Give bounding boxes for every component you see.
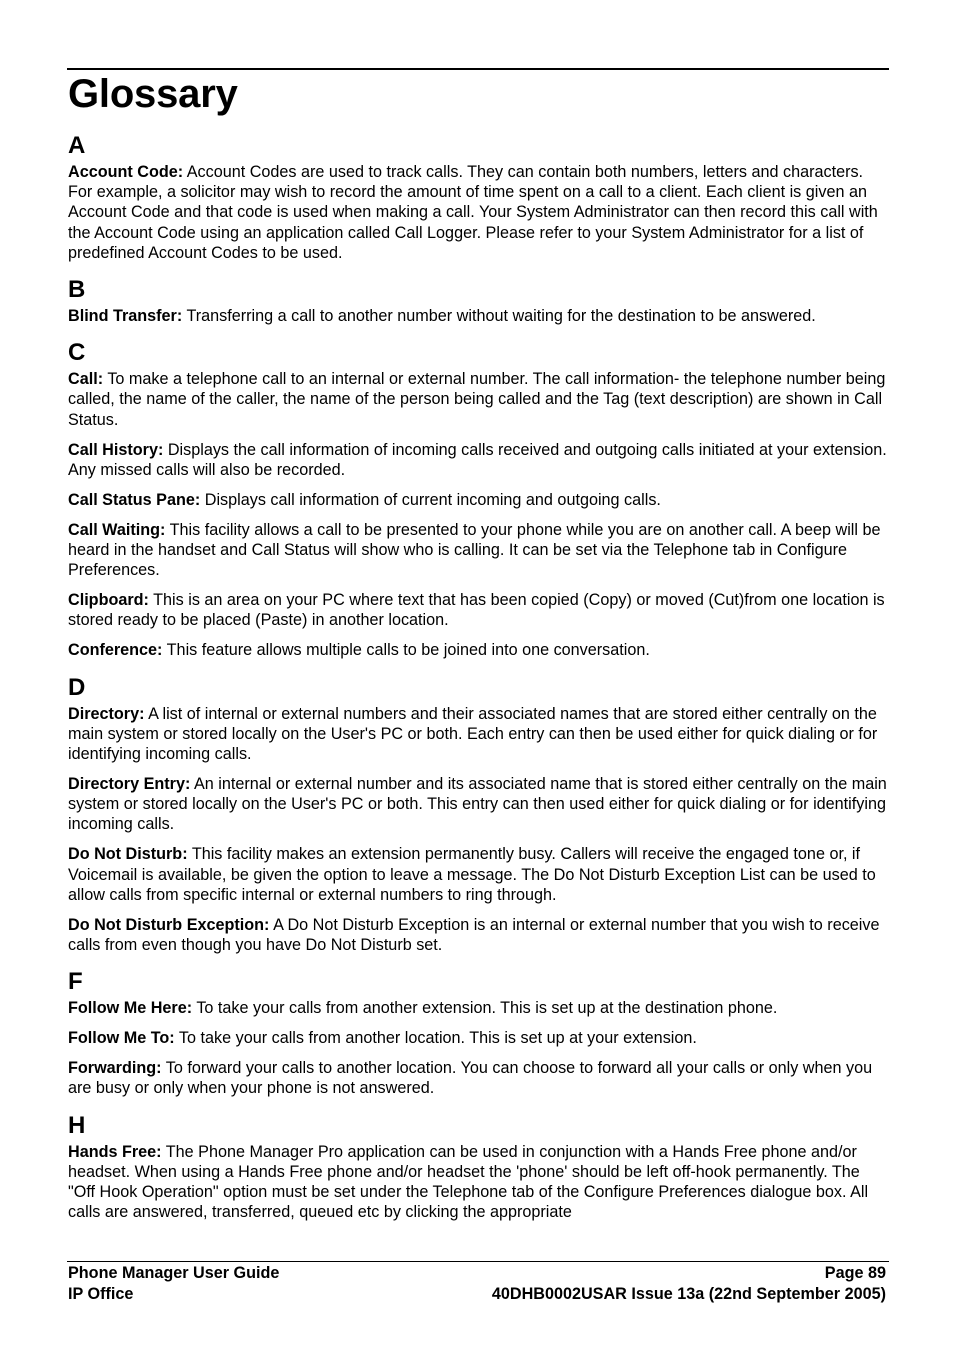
glossary-definition: Transferring a call to another number without waiting for the destination to be answered. bbox=[186, 307, 816, 326]
glossary-definition: This feature allows multiple calls to be joined into one conversation. bbox=[166, 641, 650, 660]
glossary-entry bbox=[68, 520, 888, 581]
glossary-entry bbox=[68, 998, 888, 1018]
glossary-term: Directory Entry: bbox=[68, 775, 191, 794]
glossary-term: Blind Transfer: bbox=[68, 307, 183, 326]
glossary-definition: This facility allows a call to be presented to your phone while you are on another call. A beep will be heard in the handset and Call Status will show who is calling. It can be set via the Telephone tab in Configure Preferences. bbox=[68, 520, 881, 580]
glossary-entry bbox=[68, 440, 888, 480]
section-letter: F bbox=[68, 968, 83, 996]
page-title: Glossary bbox=[68, 72, 238, 116]
section-letter: A bbox=[68, 132, 86, 159]
glossary-section bbox=[68, 274, 888, 326]
glossary-term: Do Not Disturb Exception: bbox=[68, 915, 270, 934]
glossary-entry bbox=[68, 369, 888, 430]
footer-issue: 40DHB0002USAR Issue 13a (22nd September 2005) bbox=[491, 1285, 886, 1303]
glossary-definition: The Phone Manager Pro application can be used in conjunction with a Hands Free phone and/or headset. When using a Hands Free phone and/or headset the 'phone' should be left off-hook permanently. The "Off Hook Operation" option must be set under the Telephone tab of the Configure Preferences dialogue box. All calls are answered, transferred, queued etc by clicking the appropriate bbox=[68, 1142, 869, 1222]
glossary-term: Follow Me To: bbox=[68, 1029, 175, 1048]
glossary-entry bbox=[68, 590, 888, 630]
glossary-term: Conference: bbox=[68, 641, 163, 660]
glossary-term: Call Waiting: bbox=[68, 520, 166, 539]
footer-page-number: Page 89 bbox=[824, 1264, 886, 1282]
glossary-term: Call: bbox=[68, 370, 104, 389]
glossary-definition: An internal or external number and its associated name that is stored either centrally on the main system or stored locally on the User's PC or both. This entry can then used either for quick dialing or for identifying incoming calls. bbox=[68, 775, 887, 834]
glossary-entry bbox=[68, 1058, 888, 1098]
glossary-content bbox=[68, 130, 888, 1256]
glossary-section bbox=[68, 672, 888, 956]
glossary-definition: To take your calls from another location. This is set up at your extension. bbox=[178, 1029, 697, 1048]
glossary-definition: Displays call information of current incoming and outgoing calls. bbox=[204, 490, 661, 509]
footer-row-top bbox=[68, 1263, 886, 1284]
footer-rule bbox=[67, 1261, 889, 1262]
glossary-entry bbox=[68, 490, 888, 510]
section-letter: D bbox=[68, 673, 86, 701]
glossary-entry bbox=[68, 1028, 888, 1048]
footer-product: IP Office bbox=[68, 1285, 134, 1303]
section-letter: B bbox=[68, 276, 86, 304]
glossary-term: Forwarding: bbox=[68, 1059, 162, 1078]
footer-guide-title: Phone Manager User Guide bbox=[68, 1264, 280, 1282]
glossary-definition: This is an area on your PC where text that has been copied (Copy) or moved (Cut)from one location is stored ready to be placed (Paste) in another location. bbox=[68, 591, 885, 630]
glossary-definition: Displays the call information of incoming calls received and outgoing calls initiated at your extension. Any missed calls will also be recorded. bbox=[68, 440, 887, 479]
glossary-term: Call Status Pane: bbox=[68, 490, 201, 509]
glossary-entry bbox=[68, 1142, 888, 1223]
glossary-term: Follow Me Here: bbox=[68, 999, 193, 1018]
glossary-entry bbox=[68, 306, 888, 326]
glossary-term: Call History: bbox=[68, 440, 164, 459]
glossary-entry bbox=[68, 162, 888, 263]
glossary-entry bbox=[68, 704, 888, 765]
glossary-definition: This facility makes an extension permanently busy. Callers will receive the engaged tone or, if Voicemail is available, be given the option to leave a message. The Do Not Disturb Exception List can be used to allow calls from specific internal or external numbers to ring through. bbox=[68, 845, 876, 904]
glossary-entry bbox=[68, 844, 888, 905]
glossary-term: Account Code: bbox=[68, 163, 184, 181]
glossary-section bbox=[68, 1110, 888, 1223]
glossary-term: Do Not Disturb: bbox=[68, 845, 188, 864]
glossary-entry bbox=[68, 915, 888, 955]
footer-row-bottom bbox=[68, 1284, 886, 1305]
glossary-definition: To make a telephone call to an internal or external number. The call information- the telephone number being called, the name of the caller, the name of the person being called and the Tag (text description) are shown in Call Status. bbox=[68, 370, 886, 429]
glossary-section bbox=[68, 130, 888, 263]
glossary-definition: To take your calls from another extension. This is set up at the destination phone. bbox=[196, 999, 778, 1018]
glossary-section bbox=[68, 337, 888, 660]
glossary-definition: To forward your calls to another location. You can choose to forward all your calls or only when you are busy or only when your phone is not answered. bbox=[68, 1059, 873, 1098]
section-letter: C bbox=[68, 339, 86, 367]
glossary-term: Directory: bbox=[68, 704, 145, 723]
glossary-entry bbox=[68, 640, 888, 660]
section-letter: H bbox=[68, 1111, 86, 1139]
glossary-definition: A list of internal or external numbers and their associated names that are stored either centrally on the main system or stored locally on the User's PC or both. Each entry can then be used either for quick dialing or for identifying incoming calls. bbox=[68, 704, 878, 764]
glossary-term: Hands Free: bbox=[68, 1142, 162, 1161]
glossary-entry bbox=[68, 774, 888, 835]
glossary-definition: Account Codes are used to track calls. They can contain both numbers, letters and characters. For example, a solicitor may wish to record the amount of time spent on a call to a client. Each client is given an Account Code and that code is used when making a call. Your System Administrator can then record this call with the Account Code using an application called Call Logger. Please refer to your System Administrator for a list of predefined Account Codes to be used. bbox=[68, 163, 878, 262]
glossary-definition: A Do Not Disturb Exception is an internal or external number that you wish to receive calls from even though you have Do Not Disturb set. bbox=[68, 915, 880, 955]
page-footer bbox=[68, 1263, 886, 1305]
glossary-section bbox=[68, 966, 888, 1098]
glossary-term: Clipboard: bbox=[68, 591, 149, 610]
